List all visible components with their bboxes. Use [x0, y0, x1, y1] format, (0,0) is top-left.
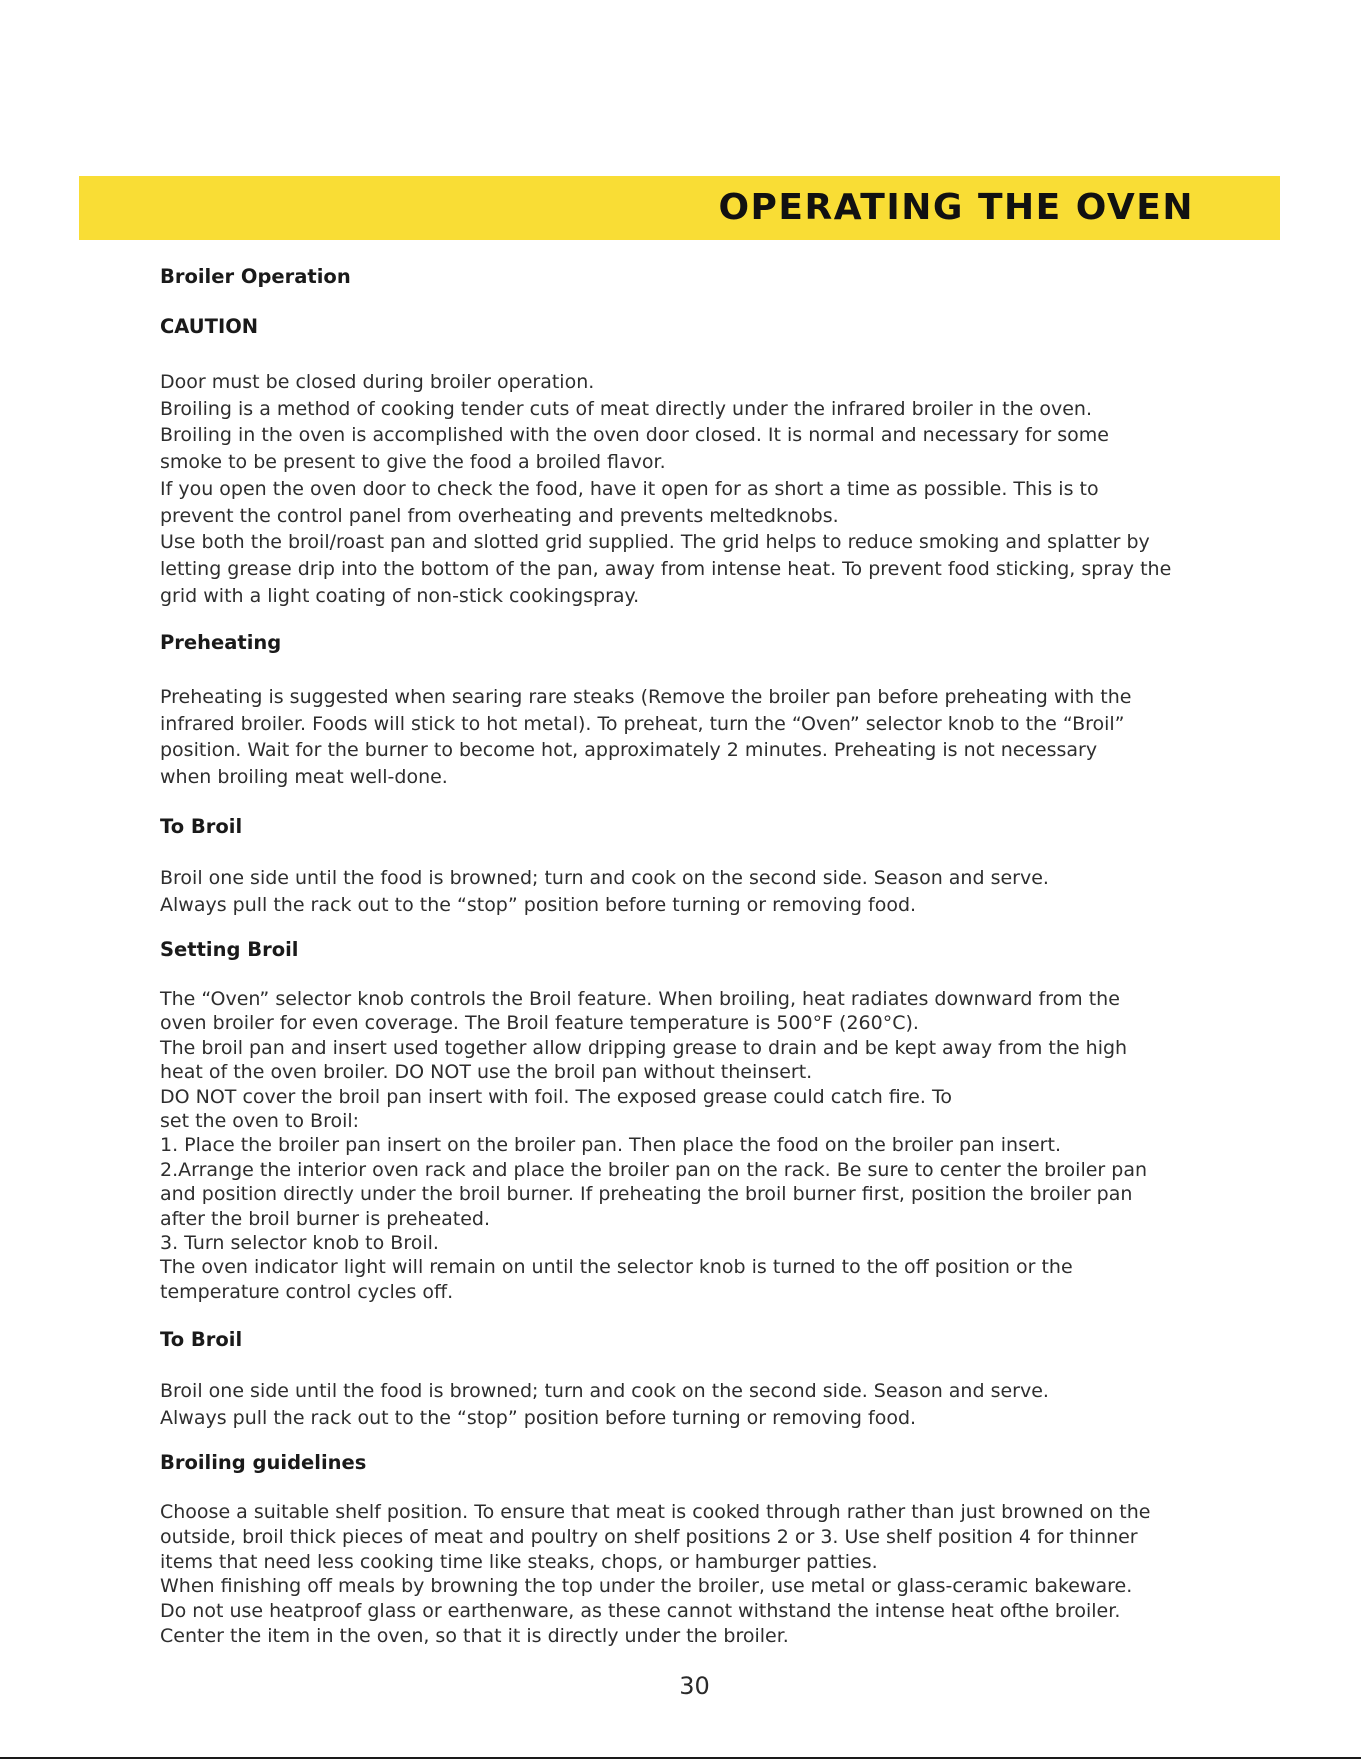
broiling-guidelines-text: Choose a suitable shelf position. To ensure that meat is cooked through rather than just browned on the outside, broil thick pieces of meat and poultry on shelf positions 2 or 3. Use shelf position 4 for thinner items that need less cooking time like steaks, chops, or hamburger patties. When finishing off meals by browning the top under the broiler, use metal or glass-ceramic bakeware. Do not use heatproof glass or earthenware, as these cannot withstand the intense heat ofthe broiler. Center the item in the oven, so that it is directly under the broiler. [160, 1501, 1151, 1647]
to-broil-text-2: Broil one side until the food is browned; turn and cook on the second side. Season and serve. Always pull the rack out to the “stop” position before turning or removing food. [160, 1380, 1049, 1429]
preheating-text: Preheating is suggested when searing rare steaks (Remove the broiler pan before preheating with the infrared broiler. Foods will stick to hot metal). To preheat, turn the “Oven” selector knob to the “Broil” position. Wait for the burner to become hot, approximately 2 minutes. Preheating is not necessary when broiling meat well-done. [160, 686, 1132, 789]
section-heading-broiler-operation: Broiler Operation [160, 265, 351, 288]
section-heading-preheating: Preheating [160, 631, 282, 654]
setting-broil-text: The “Oven” selector knob controls the Broil feature. When broiling, heat radiates downward from the oven broiler for even coverage. The Broil feature temperature is 500°F (260°C). The broil pan and insert used together allow dripping grease to drain and be kept away from the high heat of the oven broiler. DO NOT use the broil pan without theinsert. DO NOT cover the broil pan insert with foil. The exposed grease could catch fire. To set the oven to Broil: 1. Place the broiler pan insert on the broiler pan. Then place the food on the broiler pan insert. 2.Arrange the interior oven rack and place the broiler pan on the rack. Be sure to center the broiler pan and position directly under the broil burner. If preheating the broil burner first, position the broiler pan after the broil burner is preheated. 3. Turn selector knob to Broil. The oven indicator light will remain on until the selector knob is turned to the off position or the temperature control cycles off. [160, 988, 1148, 1303]
to-broil-text: Broil one side until the food is browned; turn and cook on the second side. Season and serve. Always pull the rack out to the “stop” position before turning or removing food. [160, 867, 1049, 916]
section-banner [79, 176, 1280, 240]
section-heading-to-broil-2: To Broil [160, 1328, 243, 1351]
page-title: OPERATING THE OVEN [718, 187, 1194, 228]
bottom-rule [0, 1757, 1361, 1759]
section-heading-broiling-guidelines: Broiling guidelines [160, 1451, 367, 1474]
caution-heading: CAUTION [160, 315, 259, 338]
broiler-operation-text: Door must be closed during broiler operation. Broiling is a method of cooking tender cuts of meat directly under the infrared broiler in the oven. Broiling in the oven is accomplished with the oven door closed. It is normal and necessary for some smoke to be present to give the food a broiled flavor. If you open the oven door to check the food, have it open for as short a time as possible. This is to prevent the control panel from overheating and prevents meltedknobs. Use both the broil/roast pan and slotted grid supplied. The grid helps to reduce smoking and splatter by letting grease drip into the bottom of the pan, away from intense heat. To prevent food sticking, spray the grid with a light coating of non-stick cookingspray. [160, 371, 1172, 607]
section-heading-setting-broil: Setting Broil [160, 938, 299, 961]
section-heading-to-broil: To Broil [160, 815, 243, 838]
page-number: 30 [679, 1672, 710, 1700]
